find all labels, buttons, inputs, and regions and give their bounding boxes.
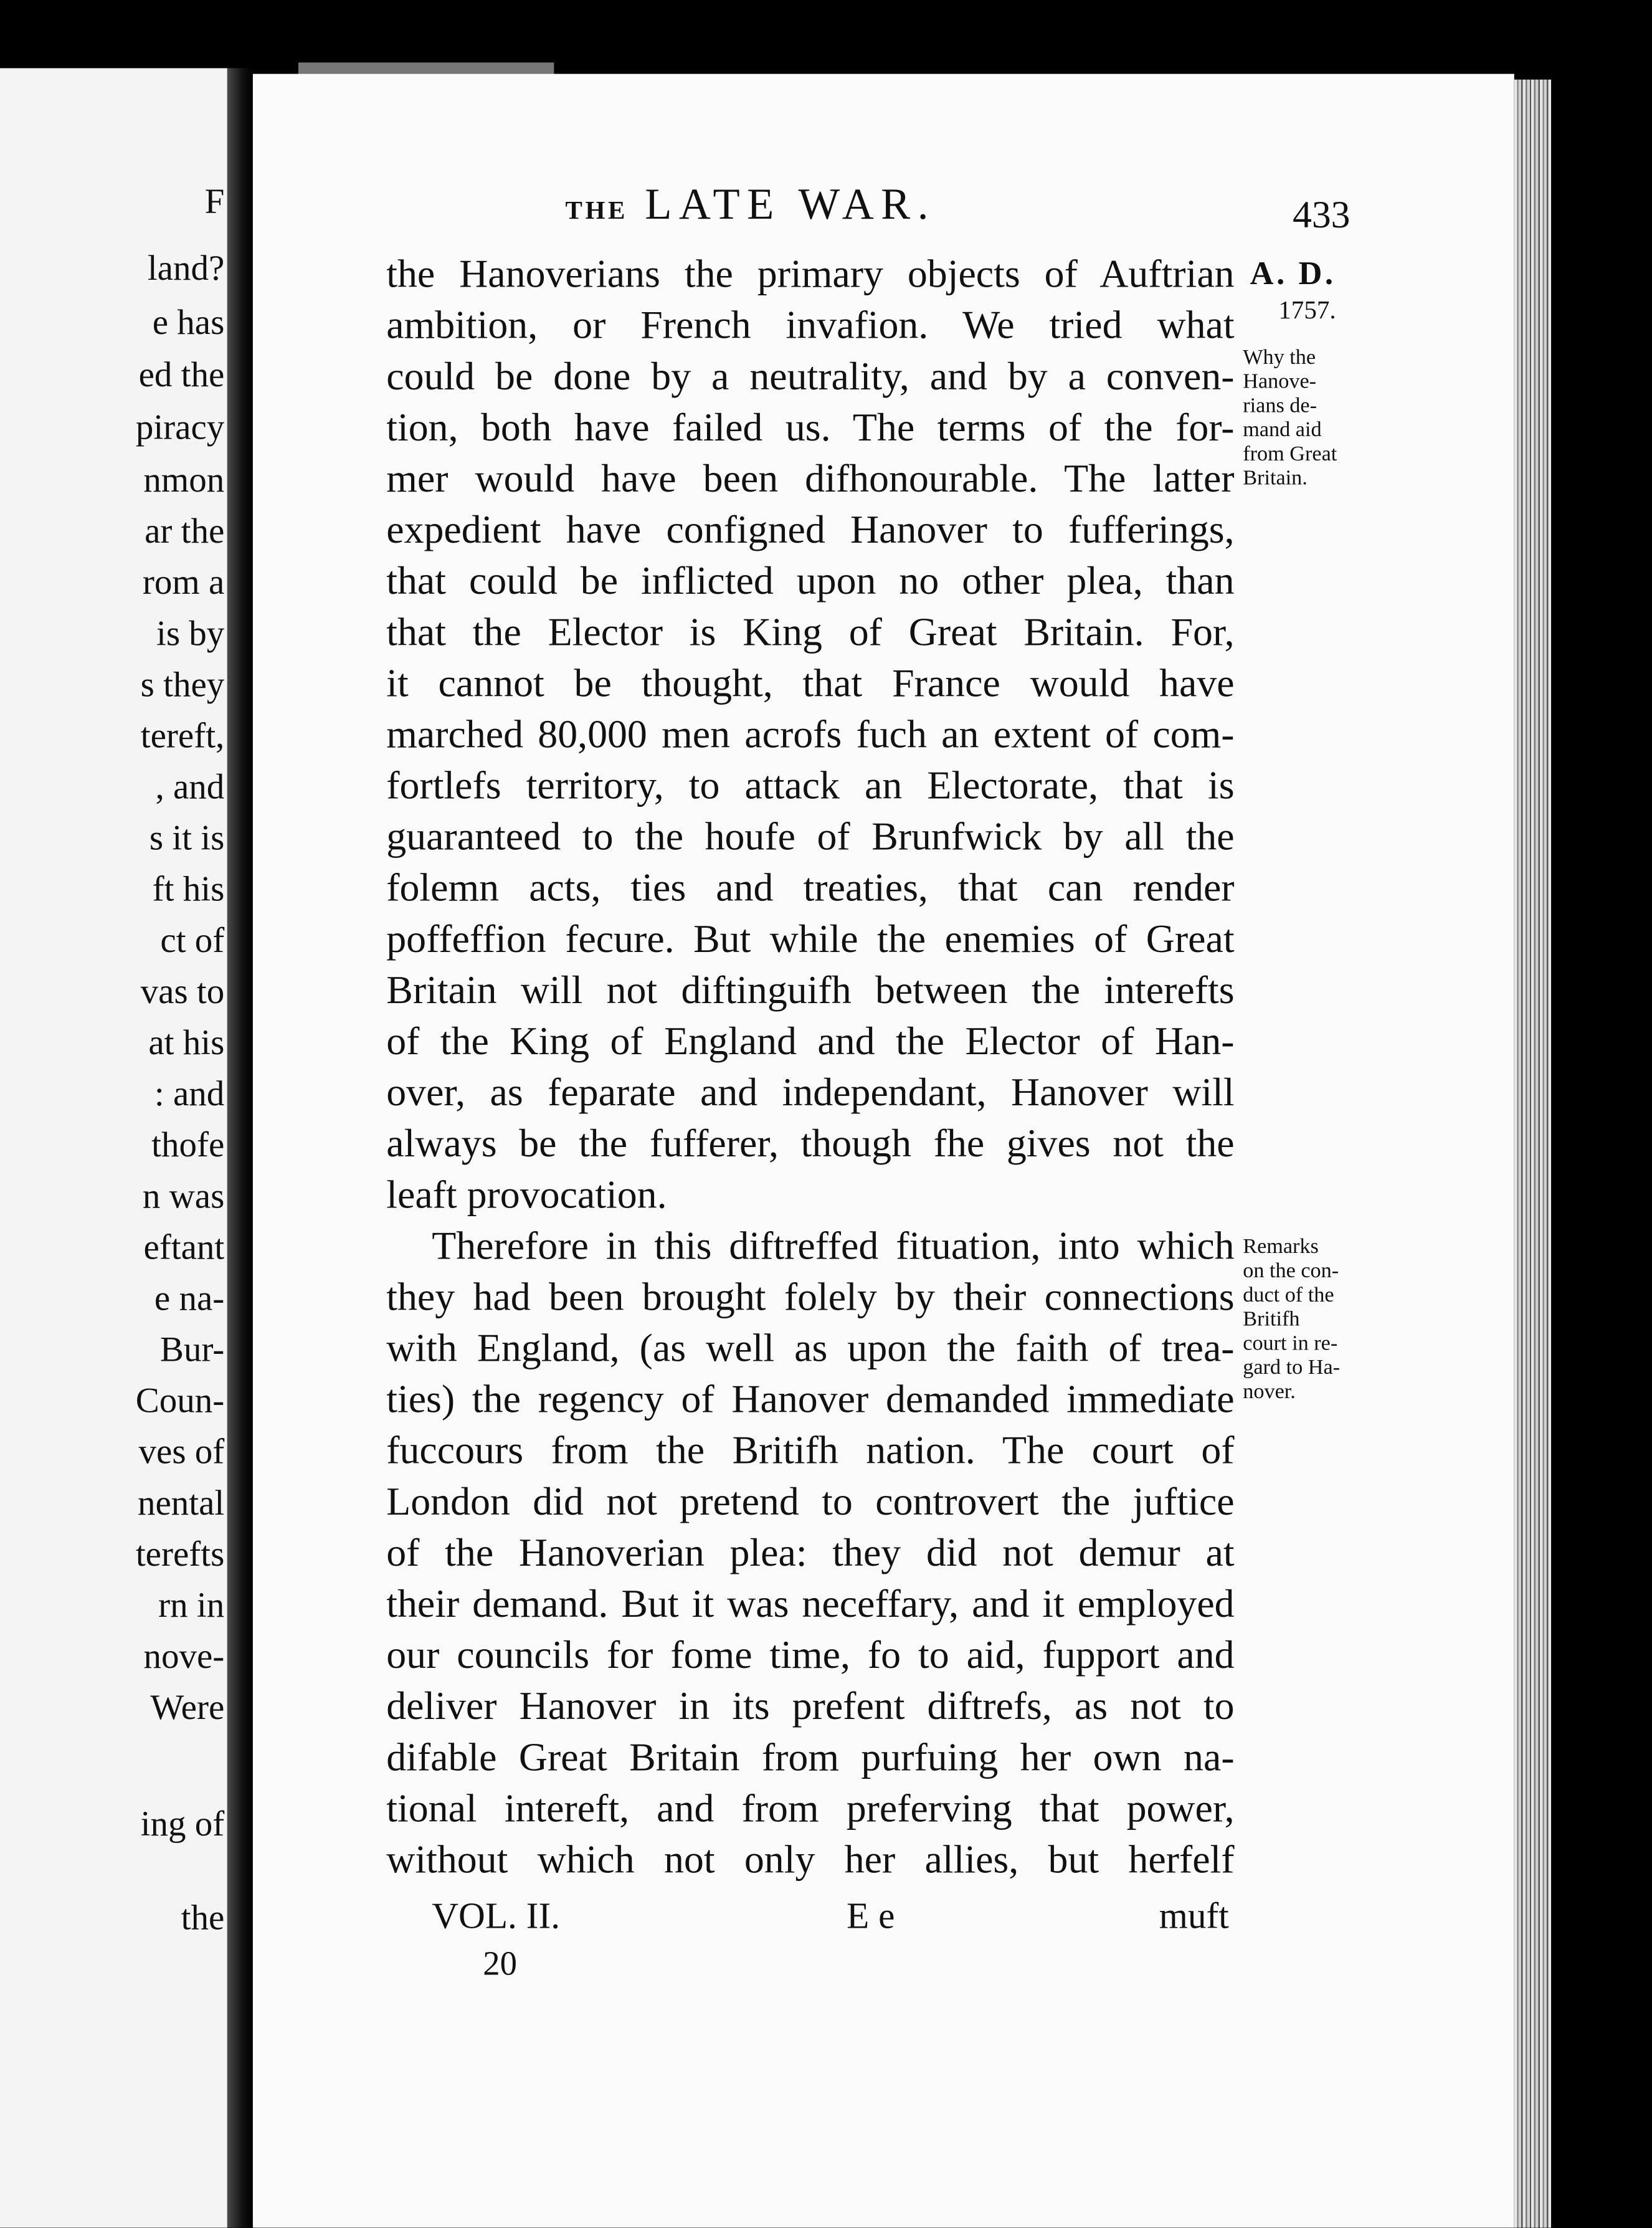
body-line: difable Great Britain from purfuing her own na- (386, 1736, 1235, 1781)
margin-note-line: nover. (1243, 1381, 1296, 1404)
left-page-line: ar the (145, 513, 225, 551)
body-line: that could be inflicted upon no other plea, than (386, 559, 1235, 604)
margin-note-line: Britain. (1243, 467, 1308, 490)
left-page-line: vas to (140, 973, 225, 1012)
body-line: marched 80,000 men acrofs fuch an extent of com- (386, 713, 1235, 758)
running-head-title: LATE WAR. (645, 179, 936, 229)
left-page-line: nental (137, 1484, 225, 1523)
page-number: 433 (1293, 193, 1351, 236)
body-line: they had been brought folely by their connections (386, 1275, 1235, 1320)
sheet-number: 20 (483, 1946, 518, 1984)
left-page-line: rom a (142, 564, 225, 602)
body-line: of the Hanoverian plea: they did not demur at (386, 1531, 1235, 1576)
margin-note-line: gard to Ha- (1243, 1356, 1341, 1380)
margin-note-line: duct of the (1243, 1284, 1334, 1307)
left-page-line: s they (140, 666, 225, 705)
running-head (566, 179, 1134, 230)
body-line: deliver Hanover in its prefent diftrefs, as not to (386, 1685, 1235, 1730)
body-line: tion, both have failed us. The terms of the for- (386, 406, 1235, 450)
book-gutter (227, 68, 253, 2227)
body-line: fortlefs territory, to attack an Electorate, that is (386, 764, 1235, 809)
left-page-line: ed the (138, 356, 225, 395)
margin-note-line: from Great (1243, 443, 1337, 466)
left-page-line: at his (148, 1024, 225, 1063)
margin-ad: A. D. (1250, 255, 1336, 292)
left-page-line: thofe (151, 1126, 225, 1165)
left-page-line: eftant (143, 1229, 225, 1268)
body-line: could be done by a neutrality, and by a conven- (386, 355, 1235, 399)
margin-note-line: court in re- (1243, 1332, 1338, 1356)
page-edges (1514, 80, 1551, 2228)
body-line: Therefore in this diftreffed fituation, into which (432, 1224, 1235, 1269)
left-page-line: rn in (158, 1587, 225, 1626)
left-page-line: nove- (143, 1638, 225, 1677)
body-line: the Hanoverians the primary objects of Auftrian (386, 252, 1235, 297)
margin-note-line: Remarks (1243, 1235, 1319, 1259)
margin-note-line: Britifh (1243, 1308, 1300, 1331)
left-page-line: ing of (140, 1806, 225, 1844)
body-line: always be the fufferer, though fhe gives not the (386, 1122, 1235, 1167)
body-line: poffeffion fecure. But while the enemies of Great (386, 918, 1235, 962)
margin-note-line: Hanove- (1243, 371, 1317, 394)
body-line: leaft provocation. (386, 1173, 667, 1218)
margin-note-line: rians de- (1243, 394, 1317, 418)
left-page (0, 68, 227, 2227)
left-page-line: piracy (135, 409, 225, 448)
body-line: without which not only her allies, but herfelf (386, 1838, 1235, 1883)
body-line: guaranteed to the houfe of Brunfwick by all the (386, 815, 1235, 860)
left-page-line: ves of (138, 1433, 225, 1472)
margin-note-line: Why the (1243, 346, 1316, 369)
left-page-line: Coun- (135, 1382, 225, 1421)
catchword: muft (1159, 1895, 1229, 1937)
body-line: folemn acts, ties and treaties, that can render (386, 866, 1235, 911)
body-line: mer would have been difhonourable. The latter (386, 457, 1235, 502)
body-line: of the King of England and the Elector of Han- (386, 1020, 1235, 1064)
left-page-line: , and (155, 768, 225, 807)
body-line: tional intereft, and from preferving that power, (386, 1787, 1235, 1832)
body-line: fuccours from the Britifh nation. The court of (386, 1429, 1235, 1473)
body-line: over, as feparate and independant, Hanover will (386, 1071, 1235, 1116)
left-page-line: n was (142, 1178, 225, 1216)
body-line: with England, (as well as upon the faith of trea- (386, 1326, 1235, 1371)
margin-note-line: on the con- (1243, 1260, 1339, 1283)
volume-mark: VOL. II. (432, 1895, 561, 1937)
body-line: Britain will not diftinguifh between the interefts (386, 969, 1235, 1013)
left-page-line: the (181, 1899, 225, 1938)
left-page-line: nmon (143, 462, 225, 500)
left-page-line: F (204, 183, 225, 222)
body-line: ambition, or French invafion. We tried what (386, 303, 1235, 348)
left-page-line: is by (156, 615, 225, 654)
body-line: their demand. But it was neceffary, and it employed (386, 1583, 1235, 1627)
page-top-shadow (298, 62, 554, 74)
body-line: London did not pretend to controvert the juftice (386, 1480, 1235, 1525)
left-page-line: ct of (160, 921, 225, 961)
body-line: expedient have configned Hanover to fufferings, (386, 508, 1235, 553)
margin-note-line: mand aid (1243, 419, 1322, 442)
left-page-line: land? (147, 250, 225, 288)
body-line: our councils for fome time, fo to aid, fupport and (386, 1634, 1235, 1678)
running-head-the: THE (565, 196, 628, 225)
margin-year: 1757. (1278, 295, 1336, 324)
left-page-line: e na- (154, 1280, 225, 1319)
left-page-line: s it is (149, 819, 225, 859)
body-line: it cannot be thought, that France would have (386, 662, 1235, 707)
left-page-line: Were (150, 1689, 225, 1728)
signature-mark: E e (847, 1895, 895, 1937)
left-page-line: ft his (152, 870, 225, 910)
left-page-line: e has (152, 303, 225, 343)
left-page-line: Bur- (159, 1331, 225, 1370)
left-page-line: terefts (135, 1536, 225, 1574)
body-line: that the Elector is King of Great Britain. For, (386, 611, 1235, 655)
left-page-line: : and (154, 1075, 225, 1114)
left-page-line: tereft, (140, 717, 225, 756)
body-line: ties) the regency of Hanover demanded immediate (386, 1378, 1235, 1422)
